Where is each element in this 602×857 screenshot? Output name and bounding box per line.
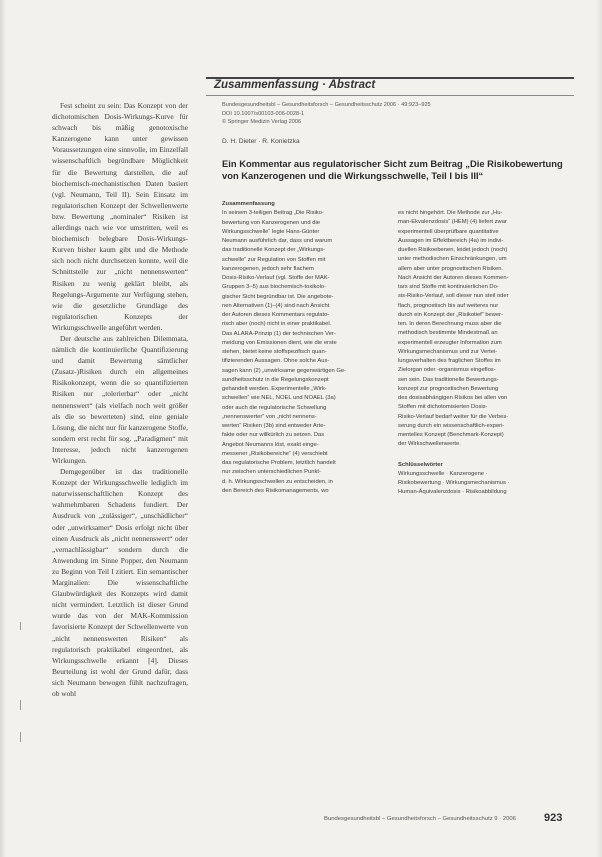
abstract-line: lungsverhalten des fraglichen Stoffes im (398, 358, 501, 364)
abstract-line: serung durch ein wissenschaftlich-experi- (398, 422, 505, 429)
abstract-line: d. h. Wirkungsschwellen zu entscheiden, in (222, 478, 333, 485)
footer-journal: Bundesgesundheitsbl – Gesundheitsforsch – Gesundheitsschutz 9 · 2006 (324, 816, 516, 822)
abstract-line: durch ein Konzept der „Risikotief“ bewer- (398, 311, 504, 318)
header-rule-bottom (206, 95, 574, 96)
abstract-line: Wirkungsmechanismus und zur Vertei- (398, 348, 498, 355)
abstract-line: sagen kann (2) „unwirksame gegenwärtigen Ge- (222, 367, 347, 374)
abstract-line: flach, prognostisch bis auf weiteres nur (398, 302, 499, 309)
abstract-column-right (398, 209, 568, 498)
abstract-line: schwellen“ wie NEL, NOEL und NOAEL (3a) (222, 395, 336, 402)
scan-right-edge (595, 0, 602, 857)
article-title: Ein Kommentar aus regulatorischer Sicht zum Beitrag „Die Risikobewertung von Kanzerogenen und die Wirkungsschwelle, Teil I bis III“ (222, 158, 563, 181)
abstract-line: nur zwischen unterschiedlichen Punkt- (222, 469, 321, 476)
abstract-line: kanzerogenen, jedoch sehr flachem (222, 265, 314, 272)
abstract-line: es nicht hingehört. Die Methode zur „Hu- (398, 210, 503, 216)
meta-line: DOI 10.1007/s00103-006-0028-1 (222, 110, 305, 117)
keyword-line: Wirkungsschwelle · Kanzerogene · (398, 470, 488, 477)
left-column (52, 100, 188, 699)
page-number: 923 (544, 812, 563, 824)
abstract-line: duellen Risikoebenen, leidet jedoch (noch) (398, 247, 508, 253)
abstract-line: das regulatorische Problem, letztlich handelt (222, 460, 336, 466)
abstract-line: Das ALARA-Prinzip (1) der technischen Ver- (222, 330, 336, 337)
abstract-line: werten“ Risiken (3b) sind entweder Arte- (222, 423, 326, 429)
abstract-line: Nach Ansicht der Autoren dieses Kommen- (398, 274, 509, 281)
left-paragraph: Demgegenüber ist das traditionelle Konzept der Wirkungsschwelle lediglich im naturwissenschaftlichen Konzept des wahrnehmbaren Schadens fundiert. Der Ausdruck von „zulässiger“, „unschädlicher“ oder „unwirksamer“ Dosis erfolgt nicht über einen Ausdruck als „nicht nennenswert“ oder „vernachlässigbar“ sondern durch die Anwendung im Sinne Popper, den Neumann zu Beginn von Teil I zitiert. Ein semantischer Marginalien: Die wissenschaftliche Glaubwürdigkeit des Konzepts wird damit nicht vermindert. Letztlich ist dieser Grund wurde das von der MAK-Kommission favorisierte Konzept der Schwellenwerte von „nicht nennenswerten Risiken“ als regulatorisch praktikabel eingeordnet, als Wirkungsschwelle erkannt [4]. Dieses Beurteilung ist wohl der Grund dafür, dass sich Neumann bewogen fühlt nachzufragen, ob wohl (52, 467, 188, 698)
meta-line: Bundesgesundheitsbl – Gesundheitsforsch – Gesundheitsschutz 2006 · 49:923–925 (222, 102, 431, 108)
abstract-line: sis-Risiko-Verlauf, soll dieser nun steil oder (398, 293, 509, 300)
margin-mark (20, 700, 21, 710)
abstract-line: risch aber (noch) nicht in einer praktikabel. (222, 321, 332, 328)
keyword-line: Risikobewertung · Wirkungsmechanismus · (398, 480, 510, 486)
abstract-line: den Bereich des Risikomanagements, wo (222, 487, 329, 494)
abstract-line: oder auch die regulatorische Schwellung (222, 404, 327, 411)
abstract-heading: Zusammenfassung (222, 201, 275, 207)
authors: D. H. Dieter · R. Konietzka (222, 138, 300, 145)
article-meta (222, 101, 552, 127)
margin-mark (20, 732, 21, 742)
abstract-line: messener „Risikobereiche“ (4) verschiebt (222, 450, 328, 457)
abstract-line: Zielorgan oder -organismus eingeflos- (398, 367, 496, 374)
abstract-line: Aussagen im Effektbereich (4a) im indivi- (398, 237, 504, 244)
abstract-line: nen Alternativen (1)–(4) sind nach Ansicht (222, 302, 330, 309)
abstract-line: tifizierenden Aussagen. Ohne solche Aus- (222, 358, 330, 365)
abstract-line: das traditionelle Konzept der „Wirkungs- (222, 247, 326, 254)
abstract-line: tars sind Stoffe mit kontinuierlichen Do- (398, 284, 499, 290)
abstract-line: Stoffen mit dichotomisierten Dosis- (398, 404, 488, 411)
abstract-line: gischer Sicht begründbar ist. Die angebote- (222, 293, 334, 300)
abstract-line: methodisch bestimmte Mindestmaß an (398, 330, 498, 337)
left-paragraph: Fest scheint zu sein: Das Konzept von der dichotomischen Dosis-Wirkungs-Kurve für schwach bis mäßig genotoxische Kanzerogene kann unter gewissen Voraussetzungen eine sinnvolle, im Einzelfall wissenschaftlich begründbare Möglichkeit für die Bewertung darstellen, die auf biochemisch-mechanistischen Daten basiert (vgl. Neumann, Teil II). Sein Einsatz im regulatorischen Konzept der Schwellenwerte bzw. Bewertung „nominaler“ Risiken ist allerdings nach wie vor umstritten, weil es biochemisch belegbare Dosis-Wirkungs-Kurven bisher kaum gibt und die Methode sich noch nicht durchsetzen konnte, weil die Schnittstelle zur „nicht nennenswerten“ Risiken zu wenig geklärt bleibt, als Regelungs-Argumente zur Verfügung stehen, wie die gesetzliche Grundlage des regulatorischen Konzepts der Wirkungsschwelle angeführt werden. (52, 101, 188, 332)
scan-left-edge (0, 0, 6, 857)
abstract-line: mentelles Konzept (Benchmark-Konzept) (398, 432, 504, 438)
abstract-line: man-Ekvalenzdosis“ (HEM) (4) liefert zwar (398, 219, 507, 226)
abstract-line: Wirkungsschwelle“ legte Hans-Günter (222, 228, 320, 235)
abstract-line: konzept zur prognostischen Bewertung (398, 385, 499, 392)
abstract-line: sen sein. Das traditionelle Bewertungs- (398, 376, 499, 383)
abstract-line: Angebot Neumanns löst, exakt einge- (222, 441, 319, 448)
abstract-line: sundheitsschutz in die Regelungskonzept (222, 376, 329, 383)
abstract-line: „nennenswerter“ von „nicht nennens- (222, 413, 317, 420)
abstract-line: stehen, bietet keine stoffspezifisch quan- (222, 349, 327, 355)
keyword-line: Human-Äquivalenzdosis · Risikoabbildung (398, 489, 507, 496)
abstract-line: des dosisabhängigen Risikos bei allen von (398, 395, 508, 401)
abstract-line: der Autoren dieses Kommentars regulato- (222, 312, 330, 318)
section-title: Zusammenfassung · Abstract (214, 79, 376, 91)
abstract-line: Dosis-Risiko-Verlauf (vgl. Stoffe der MAK- (222, 275, 330, 281)
abstract-line: der Wirkschwellenwerte. (398, 441, 461, 448)
abstract-line: In seinem 3-teiligen Beitrag „Die Risiko- (222, 210, 324, 217)
abstract-line: fakte oder nur willkürlich zu setzen. Das (222, 432, 325, 439)
abstract-line: Risiko-Verlauf bedarf weiter für die Verbes- (398, 413, 509, 420)
abstract-line: gehandelt werden. Experimentelle „Wirk- (222, 386, 327, 392)
abstract-line: Gruppen 3–5) aus biochemisch-toxikolo- (222, 284, 327, 291)
abstract-column-left (222, 200, 390, 496)
left-paragraph: Der deutsche aus zahlreichen Dilemmata, nämlich die kontinuierliche Quantifizierung und damit Bewertung sämtlicher (Zusatz-)Risiken durch ein allgemeines Risikokonzept, wenn die so quantifizierten Risiken nur „tolerierbar“ oder „nicht nennenswert“ (als vielfach noch weit größer als die so bewerteten) sind, eine geniale Lösung, die nicht nur für kanzerogene Stoffe, sondern erst recht für sog. „Paradigmen“ mit Interesse, jedoch nicht kanzerogenen Wirkungen. (52, 333, 188, 465)
abstract-line: Neumann ausführlich dar, dass und warum (222, 238, 333, 244)
abstract-line: ten. In deren Berechnung muss aber die (398, 321, 502, 327)
abstract-line: unter methodischen Einschränkungen, um (398, 256, 507, 263)
meta-line: © Springer Medizin Verlag 2006 (222, 119, 302, 125)
margin-mark (20, 622, 21, 630)
abstract-line: allem aber unter prognostischen Risiken. (398, 265, 504, 272)
abstract-line: bewertung von Kanzerogenen und die (222, 219, 320, 226)
abstract-line: meidung von Emissionen dient, wie die erste (222, 339, 337, 346)
abstract-line: experimentell überprüfbare quantitative (398, 228, 499, 235)
keywords-heading: Schlüsselwörter (398, 461, 443, 468)
abstract-line: experimentell erzeugter Information zum (398, 339, 502, 346)
abstract-line: schwelle“ zur Regulation von Stoffen mit (222, 256, 326, 263)
